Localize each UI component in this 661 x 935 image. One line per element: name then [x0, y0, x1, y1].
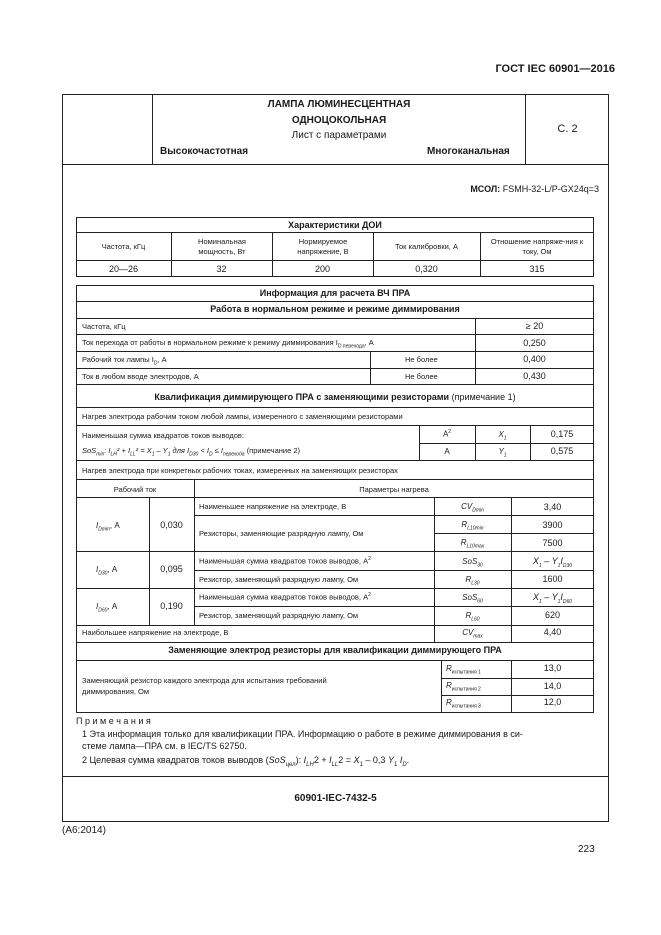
- pra-row-electrode-label: Ток в любом вводе электродов, А: [82, 372, 199, 381]
- max-voltage-value: 4,40: [543, 627, 562, 637]
- g2-r1-value: $X_1 - Y_1I_{D30}$: [532, 556, 573, 569]
- doi-v-power: 32: [216, 264, 227, 274]
- qual-col-work: Рабочий ток: [113, 485, 157, 494]
- resistor-2-value: 14,0: [543, 681, 562, 691]
- resistors-title: Заменяющие электрод резисторы для квалификации диммирующего ПРА: [168, 645, 502, 655]
- qual-r1-unit: $А^2$: [442, 429, 452, 439]
- pra-row-freq-value: ≥ 20: [525, 321, 544, 331]
- g1-line-1: [194, 515, 594, 516]
- qual-line-4: [76, 479, 594, 480]
- note-2: 2 Целевая сумма квадратов токов выводов (SoS$_{цел}$): $I_{LH}2 + I_{LL}2 = X_1 - 0,3$ $Y_1$ $I_D$.: [82, 755, 410, 768]
- doi-h-freq: Частота, кГц: [101, 242, 146, 251]
- g3-r1-label: Наименьшая сумма квадратов токов выводов, $А^2$: [199, 592, 371, 602]
- qual-title: Квалификация диммирующего ПРА с заменяющими резисторами (примечание 1): [154, 392, 516, 402]
- g2-line-2: [76, 588, 594, 589]
- qual-line-5: [76, 497, 594, 498]
- pra-line-2: [76, 318, 594, 319]
- pra-row-transition-label: Ток перехода от работы в нормальном режиме к режиму диммирования $I_{D перехода}$, А: [82, 338, 374, 350]
- pra-row-lamp-current-value: 0,400: [523, 354, 546, 364]
- doi-h-current: Ток калибровки, А: [395, 242, 458, 251]
- g1-value: 0,030: [160, 520, 183, 530]
- doi-h-power: Номинальная мощность, Вт: [198, 237, 246, 256]
- title-left-label: Высокочастотная: [160, 146, 249, 157]
- g3-r2-sym: $R_{L60}$: [465, 611, 480, 623]
- g3-r2-label: Резистор, заменяющий разрядную лампу, Ом: [199, 611, 359, 620]
- footer-line: [62, 776, 609, 777]
- g3-line-2: [76, 625, 594, 626]
- qual-line-2: [76, 425, 594, 426]
- pra-row-line-3: [76, 368, 594, 369]
- g3-value: 0,190: [160, 601, 183, 611]
- doi-h-voltage: Нормируемое напряжение, В: [297, 237, 349, 256]
- grid-col-work: [194, 479, 195, 625]
- page-ref: С. 2: [557, 123, 578, 135]
- doi-v-current: 0,320: [415, 264, 438, 274]
- page-number: 223: [578, 844, 595, 855]
- title-right-label: Многоканальная: [427, 146, 510, 157]
- resistor-3-value: 12,0: [543, 697, 562, 707]
- title-line2: ОДНОЦОКОЛЬНАЯ: [291, 115, 387, 126]
- qual-min-sum-label: Наименьшая сумма квадратов токов выводов:: [82, 431, 244, 440]
- qual-heating1: Нагрев электрода рабочим током любой лампы, измеренного с заменяющими резисторами: [82, 412, 403, 421]
- mcol-value: FSMH-32-L/P-GX24q=3: [502, 184, 599, 194]
- g3-current: $I_{D60}$, А: [96, 602, 118, 614]
- g2-r1-sym: SoS$_{30}$: [462, 557, 483, 569]
- resistors-line-3: [441, 695, 594, 696]
- g2-r2-sym: $R_{L30}$: [465, 575, 480, 587]
- amendment: (A6:2014): [62, 825, 106, 836]
- pra-row-transition-value: 0,250: [523, 338, 546, 348]
- resistor-1-sym: $R_{испытания 1}$: [446, 664, 481, 676]
- g1-r2-label: Резисторы, заменяющие разрядную лампу, Ом: [199, 529, 364, 538]
- pra-row-electrode-qual: Не более: [405, 372, 438, 381]
- g1-line-3: [76, 551, 594, 552]
- pra-row-lamp-current-qual: Не более: [405, 355, 438, 364]
- pra-title: Информация для расчета ВЧ ПРА: [259, 288, 411, 298]
- pra-subtitle: Работа в нормальном режиме и режиме диммирования: [210, 304, 460, 314]
- qual-line-1: [76, 407, 594, 408]
- resistors-label-2: диммирования, Ом: [82, 687, 150, 696]
- resistor-1-value: 13,0: [543, 663, 562, 673]
- qual-r1-value: 0,175: [550, 429, 574, 439]
- resistor-3-sym: $R_{испытания 3}$: [446, 698, 481, 710]
- qual-r2-unit: А: [444, 447, 450, 456]
- g1-r2-value: 3900: [542, 520, 563, 530]
- doi-h-ratio: Отношение напряже-ния к току, Ом: [490, 237, 584, 256]
- g1-r2-sym: $R_{L10min}$: [461, 520, 484, 532]
- doi-v-freq: 20—26: [108, 264, 139, 274]
- g2-current: $I_{D30}$, А: [96, 565, 118, 577]
- pra-row-line-1: [76, 334, 594, 335]
- note-1-line-1: 1 Эта информация только для квалификации ПРА. Информацию о работе в режиме диммирования в си-: [82, 729, 523, 739]
- notes-heading: П р и м е ч а н и я: [76, 716, 151, 726]
- g2-r2-value: 1600: [542, 574, 563, 584]
- pra-row-line-4: [76, 384, 594, 385]
- resistors-line-2: [441, 678, 594, 679]
- g1-r3-value: 7500: [542, 538, 563, 548]
- qual-r2-sym: $Y_1$: [498, 447, 507, 459]
- g1-r1-value: 3,40: [543, 502, 562, 512]
- doi-v-ratio: 315: [529, 264, 545, 274]
- pra-row-lamp-current-label: Рабочий ток лампы $I_D$, А: [82, 355, 167, 367]
- g3-r2-value: 620: [544, 610, 561, 620]
- doi-title: Характеристики ДОИ: [288, 220, 382, 230]
- qual-r1-sym: $X_1$: [498, 430, 507, 442]
- resistor-2-sym: $R_{испытания 2}$: [446, 681, 481, 693]
- max-voltage-line: [76, 642, 594, 643]
- qual-r2-value: 0,575: [550, 446, 574, 456]
- g2-value: 0,095: [160, 564, 183, 574]
- doi-header-line: [76, 260, 594, 261]
- doi-v-voltage: 200: [314, 264, 331, 274]
- g3-line-1: [194, 606, 594, 607]
- footer-code: 60901-IEC-7432-5: [294, 793, 377, 804]
- doi-title-line: [76, 232, 594, 233]
- pra-row-line-2: [76, 351, 594, 352]
- g3-r1-sym: SoS$_{60}$: [462, 593, 483, 605]
- g2-line-1: [194, 570, 594, 571]
- pra-row-electrode-value: 0,430: [523, 371, 546, 381]
- g1-r1-sym: $CV_{Dmin}$: [461, 502, 484, 514]
- g1-r3-sym: $R_{L10max}$: [460, 538, 485, 550]
- qual-col-params: Параметры нагрева: [359, 485, 429, 494]
- note-1-line-2: стеме лампа—ПРА см. в IEC/TS 62750.: [82, 741, 247, 751]
- title-line3: Лист с параметрами: [291, 130, 387, 141]
- g1-current: $I_{Dmin}$, А: [96, 521, 120, 533]
- qual-mid-line: [419, 443, 594, 444]
- qual-formula: SoS$_{min}$: $I_{LH}^2 + I_{LL}^2 = X_1 - Y_1$ для $I_{D30} < I_D \le I_{перехода}$ (примечание 2): [82, 446, 301, 458]
- g2-r1-label: Наименьшая сумма квадратов токов выводов, $А^2$: [199, 556, 371, 566]
- g1-r1-label: Наименьшее напряжение на электроде, В: [199, 502, 347, 511]
- resistors-label-1: Заменяющий резистор каждого электрода для испытания требований: [82, 676, 327, 685]
- qual-line-3: [76, 460, 594, 461]
- resistors-col-sym: [441, 660, 442, 713]
- max-voltage-label: Наибольшее напряжение на электроде, В: [82, 628, 229, 637]
- mcol-line: [470, 185, 599, 194]
- title-divider: [62, 164, 609, 165]
- g2-r2-label: Резистор, заменяющий разрядную лампу, Ом: [199, 575, 359, 584]
- title-line1: ЛАМПА ЛЮМИНЕСЦЕНТНАЯ: [267, 99, 411, 110]
- resistors-line-1: [76, 660, 594, 661]
- qual-heating2: Нагрев электрода при конкретных рабочих токах, измеренных на заменяющих резисторах: [82, 466, 398, 475]
- pra-line-1: [76, 301, 594, 302]
- mcol-label: МСОЛ:: [470, 184, 501, 194]
- pra-row-freq-label: Частота, кГц: [82, 322, 126, 331]
- g1-line-2: [434, 533, 594, 534]
- standard-header: ГОСТ IEC 60901—2016: [495, 63, 615, 75]
- max-voltage-sym: $CV_{max}$: [462, 628, 483, 640]
- g3-r1-value: $X_1 - Y_1I_{D60}$: [532, 592, 573, 605]
